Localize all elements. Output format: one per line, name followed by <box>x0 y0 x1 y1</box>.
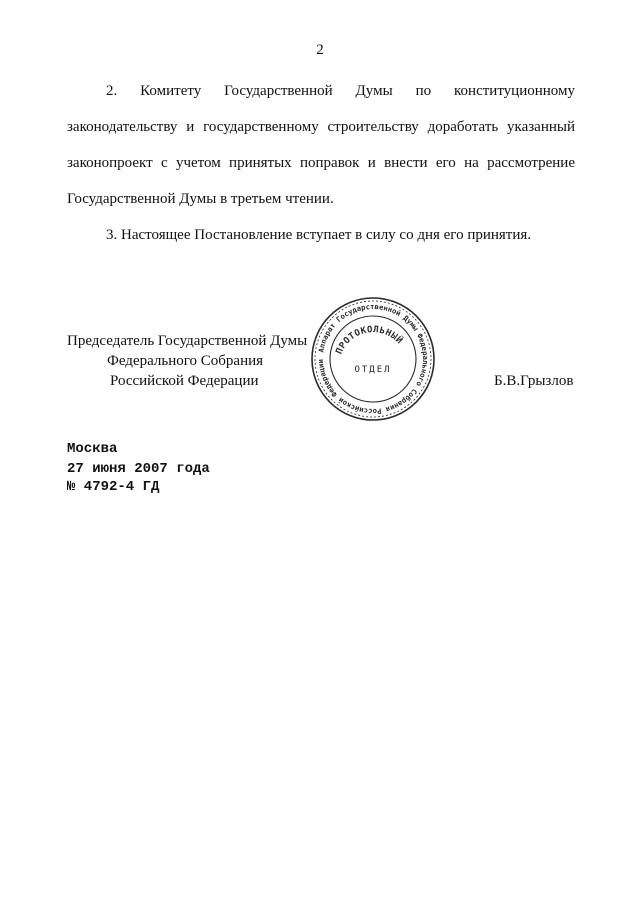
page-number: 2 <box>316 42 324 58</box>
seal-ring-text: Аппарат Государственной Думы Федерального Собрания Российской Федерации <box>315 301 431 417</box>
paragraph-3 <box>67 217 575 253</box>
seal-inner-top-text: ПРОТОКОЛЬНЫЙ <box>334 325 405 356</box>
signatory-title-line-3: Российской Федерации <box>110 373 259 389</box>
document-date: 27 июня 2007 года <box>67 461 210 477</box>
paragraph-2-line: Государственной Думы в третьем чтении. <box>67 191 334 207</box>
signatory-title-line-1: Председатель Государственной Думы <box>67 333 308 349</box>
signatory-title-line-2: Федерального Собрания <box>107 353 264 369</box>
document-number: № 4792-4 ГД <box>67 479 160 495</box>
official-seal-stamp <box>310 296 436 422</box>
signatory-name: Б.В.Грызлов <box>494 373 574 389</box>
seal-inner-bottom-text: ОТДЕЛ <box>354 365 392 375</box>
seal-graphic <box>310 296 436 422</box>
paragraph-2 <box>67 73 575 217</box>
city: Москва <box>67 441 118 457</box>
paragraph-2-line: законодательству и государственному строительству доработать указанный <box>67 119 575 135</box>
paragraph-2-line: законопроект с учетом принятых поправок и внести его на рассмотрение <box>67 155 575 171</box>
paragraph-2-line: 2. Комитету Государственной Думы по конституционному <box>106 83 575 99</box>
paragraph-3-line: 3. Настоящее Постановление вступает в силу со дня его принятия. <box>106 227 532 243</box>
